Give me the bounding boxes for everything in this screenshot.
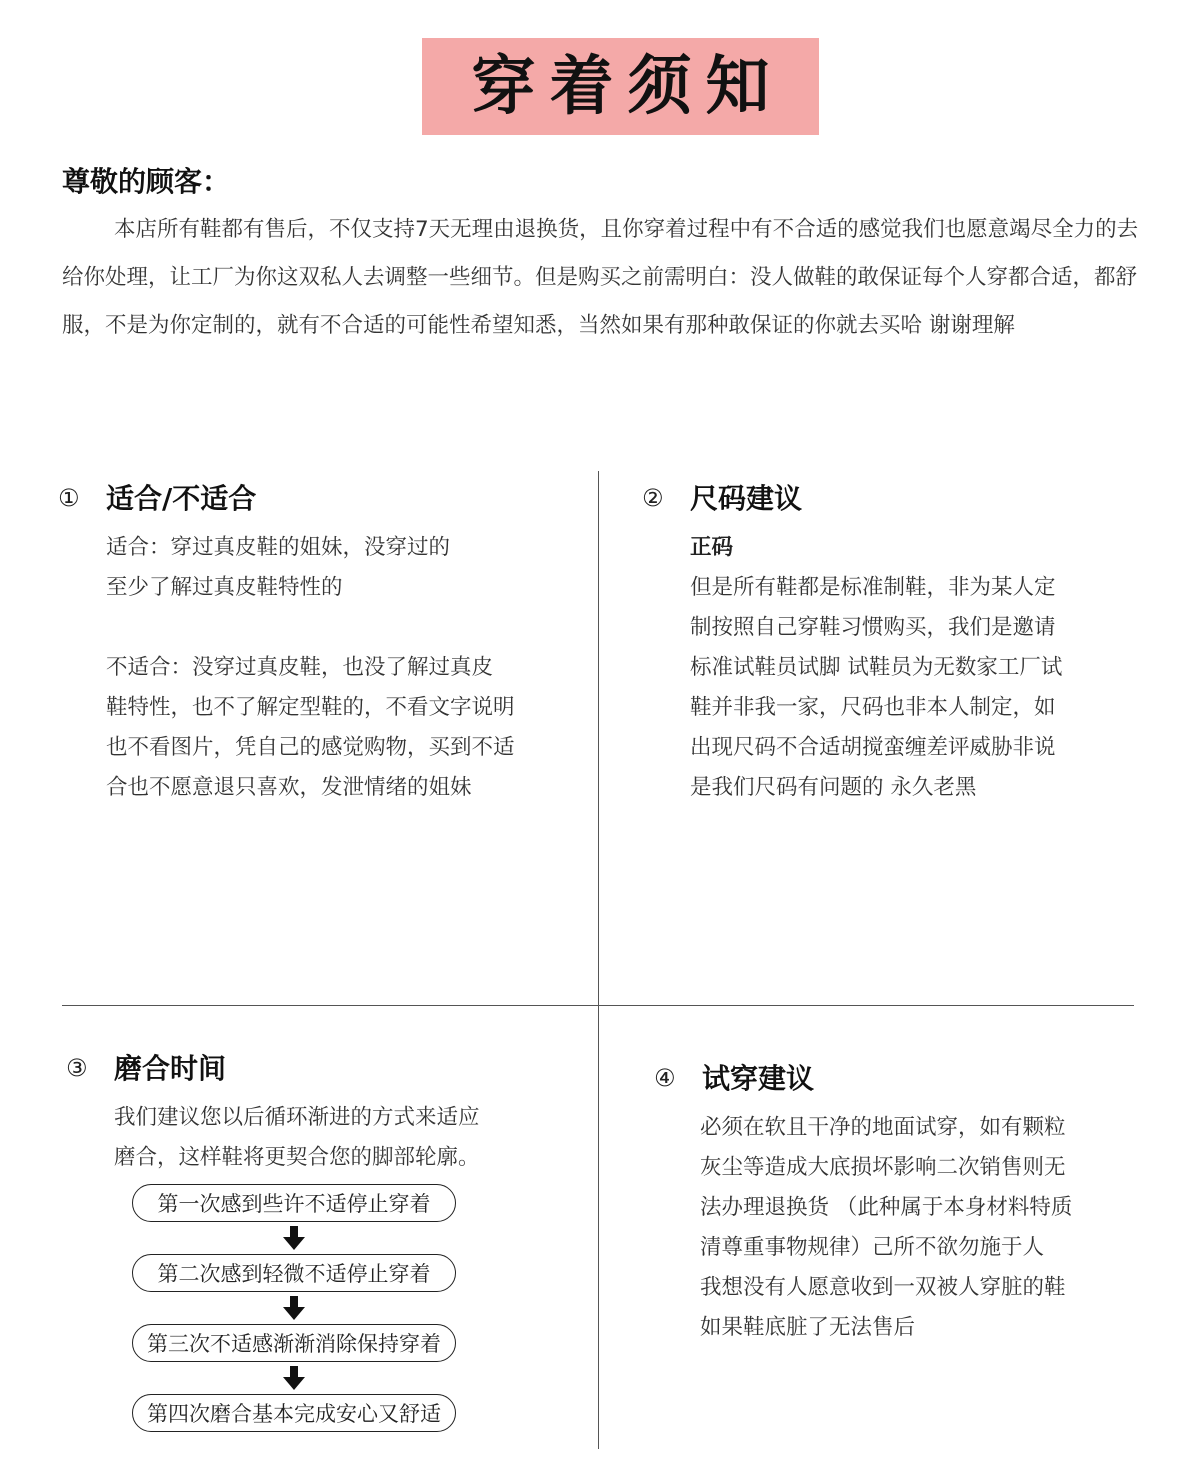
body-line: 我想没有人愿意收到一双被人穿脏的鞋: [700, 1275, 1066, 1300]
arrow-down-icon: [283, 1226, 305, 1250]
section-title: 尺码建议: [690, 482, 803, 515]
greeting: 尊敬的顾客：: [62, 165, 231, 198]
section-body: [700, 1108, 1072, 1348]
section-title: 试穿建议: [702, 1062, 815, 1095]
body-line: [106, 608, 515, 648]
body-line: 磨合，这样鞋将更契合您的脚部轮廓。: [114, 1145, 480, 1170]
body-line: 鞋并非我一家，尺码也非本人制定，如: [690, 695, 1056, 720]
arrow-down-icon: [283, 1366, 305, 1390]
body-line: 合也不愿意退只喜欢，发泄情绪的姐妹: [106, 775, 472, 800]
title-banner: [422, 38, 819, 135]
section-title: 磨合时间: [114, 1052, 227, 1085]
arrow-down-icon: [283, 1296, 305, 1320]
body-line: 适合：穿过真皮鞋的姐妹，没穿过的: [106, 535, 451, 560]
body-line: 制按照自己穿鞋习惯购买，我们是邀请: [690, 615, 1056, 640]
intro-paragraph: 本店所有鞋都有售后，不仅支持7天无理由退换货，且你穿着过程中有不合适的感觉我们也愿意竭尽全力的去给你处理，让工厂为你这双私人去调整一些细节。但是购买之前需明白：没人做鞋的敢保证每个人穿都合适，都舒服，不是为你定制的，就有不合适的可能性希望知悉，当然如果有那种敢保证的你就去买哈 谢谢理解: [62, 217, 1139, 338]
section-number: ④: [654, 1064, 676, 1092]
flow-step: 第一次感到些许不适停止穿着: [132, 1184, 456, 1222]
body-line: 必须在软且干净的地面试穿，如有颗粒: [700, 1115, 1066, 1140]
horizontal-divider: [62, 1005, 1134, 1006]
section-number: ①: [58, 484, 80, 512]
flow-step: 第四次磨合基本完成安心又舒适: [132, 1394, 456, 1432]
flow-step: 第二次感到轻微不适停止穿着: [132, 1254, 456, 1292]
section-body: [690, 528, 1062, 808]
page-title: 穿着须知: [471, 49, 784, 124]
flow-step: 第三次不适感渐渐消除保持穿着: [132, 1324, 456, 1362]
body-line: 如果鞋底脏了无法售后: [700, 1315, 916, 1340]
body-line: 也不看图片，凭自己的感觉购物，买到不适: [106, 735, 515, 760]
body-line: 至少了解过真皮鞋特性的: [106, 575, 343, 600]
body-line: 鞋特性，也不了解定型鞋的，不看文字说明: [106, 695, 515, 720]
body-line: 清尊重事物规律）己所不欲勿施于人: [700, 1235, 1045, 1260]
body-line: 法办理退换货 （此种属于本身材料特质: [700, 1195, 1073, 1220]
body-line: 我们建议您以后循环渐进的方式来适应: [114, 1105, 480, 1130]
body-line: 是我们尺码有问题的 永久老黑: [690, 775, 977, 800]
body-line: 出现尺码不合适胡搅蛮缠差评威胁非说: [690, 735, 1056, 760]
body-line: 灰尘等造成大底损坏影响二次销售则无: [700, 1155, 1066, 1180]
body-line: 不适合：没穿过真皮鞋，也没了解过真皮: [106, 655, 494, 680]
size-subheading: 正码: [690, 535, 734, 560]
body-line: 标准试鞋员试脚 试鞋员为无数家工厂试: [690, 655, 1063, 680]
body-line: 但是所有鞋都是标准制鞋，非为某人定: [690, 575, 1056, 600]
vertical-divider: [598, 471, 599, 1449]
section-number: ②: [642, 484, 664, 512]
section-body: [114, 1098, 480, 1178]
section-number: ③: [66, 1054, 88, 1082]
section-body: [106, 528, 515, 808]
section-title: 适合/不适合: [106, 482, 257, 515]
